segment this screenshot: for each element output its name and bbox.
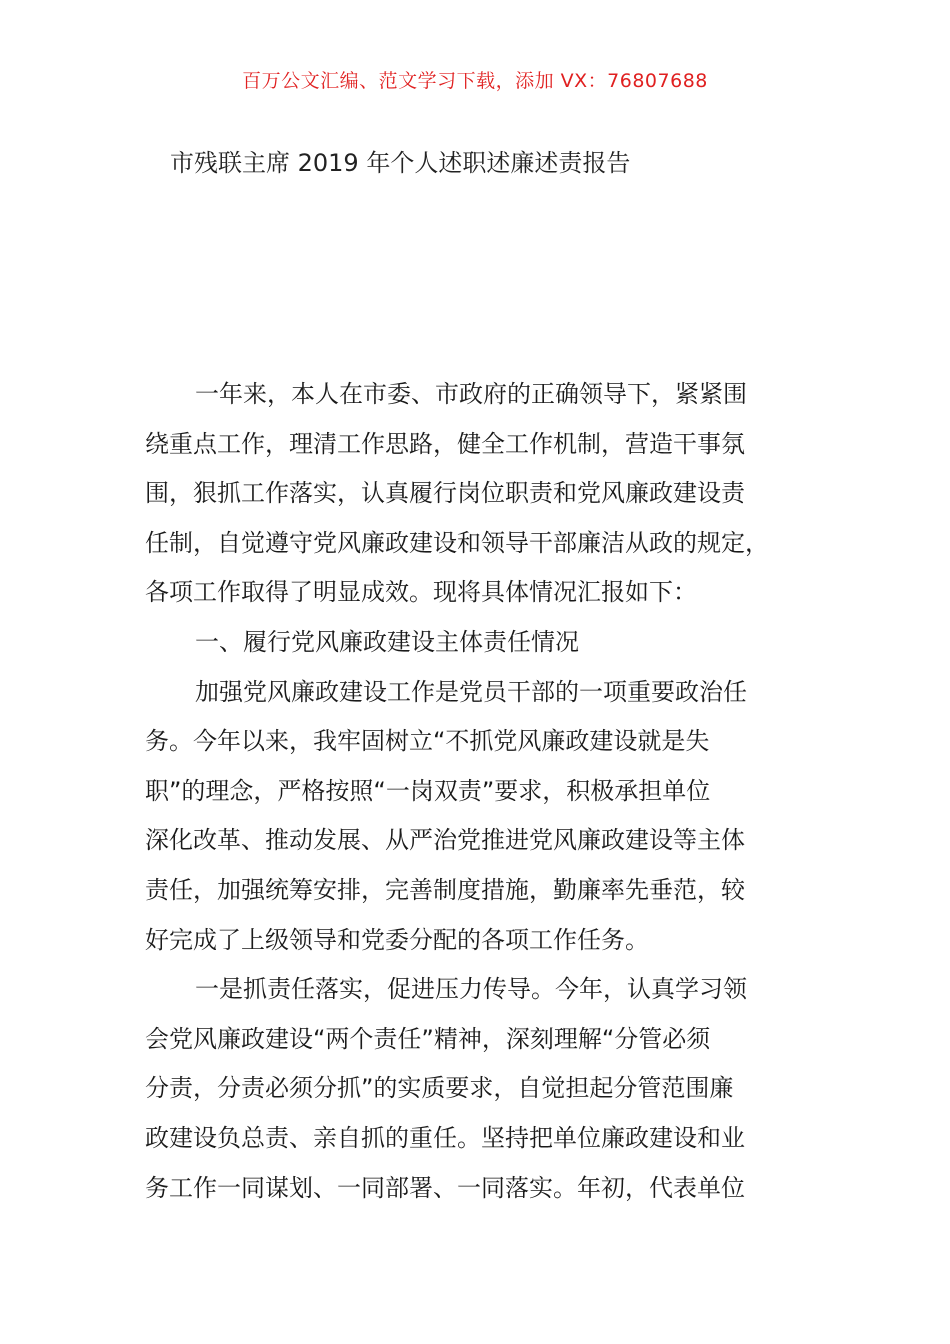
paragraph-line: 责任，加强统筹安排，完善制度措施，勤廉率先垂范，较 xyxy=(145,875,745,904)
paragraph-line: 绕重点工作，理清工作思路，健全工作机制，营造干事氛 xyxy=(145,429,745,458)
document-title: 市残联主席 2019 年个人述职述廉述责报告 xyxy=(170,149,631,177)
paragraph-line: 一年来，本人在市委、市政府的正确领导下，紧紧围 xyxy=(195,380,747,408)
paragraph-line: 分责，分责必须分抓”的实质要求，自觉担起分管范围廉 xyxy=(145,1074,734,1103)
paragraph-line: 围，狠抓工作落实，认真履行岗位职责和党风廉政建设责 xyxy=(145,479,745,508)
section-heading: 一、履行党风廉政建设主体责任情况 xyxy=(195,627,579,656)
paragraph-line: 职”的理念，严格按照“一岗双责”要求，积极承担单位 xyxy=(145,776,711,805)
paragraph-line: 各项工作取得了明显成效。现将具体情况汇报如下： xyxy=(145,578,697,607)
paragraph-line: 政建设负总责、亲自抓的重任。坚持把单位廉政建设和业 xyxy=(145,1123,745,1152)
paragraph-line: 任制，自觉遵守党风廉政建设和领导干部廉洁从政的规定， xyxy=(145,528,769,557)
paragraph-line: 务。今年以来，我牢固树立“不抓党风廉政建设就是失 xyxy=(145,727,710,756)
paragraph-line: 好完成了上级领导和党委分配的各项工作任务。 xyxy=(145,925,649,954)
paragraph-line: 会党风廉政建设“两个责任”精神，深刻理解“分管必须 xyxy=(145,1024,711,1053)
document-body xyxy=(145,370,810,1213)
paragraph-line: 务工作一同谋划、一同部署、一同落实。年初，代表单位 xyxy=(145,1173,745,1202)
paragraph-line: 深化改革、推动发展、从严治党推进党风廉政建设等主体 xyxy=(145,826,745,855)
paragraph-line: 加强党风廉政建设工作是党员干部的一项重要政治任 xyxy=(195,677,747,706)
paragraph-line: 一是抓责任落实，促进压力传导。今年，认真学习领 xyxy=(195,975,747,1004)
download-watermark-header: 百万公文汇编、范文学习下载，添加 VX：76807688 xyxy=(242,70,708,92)
